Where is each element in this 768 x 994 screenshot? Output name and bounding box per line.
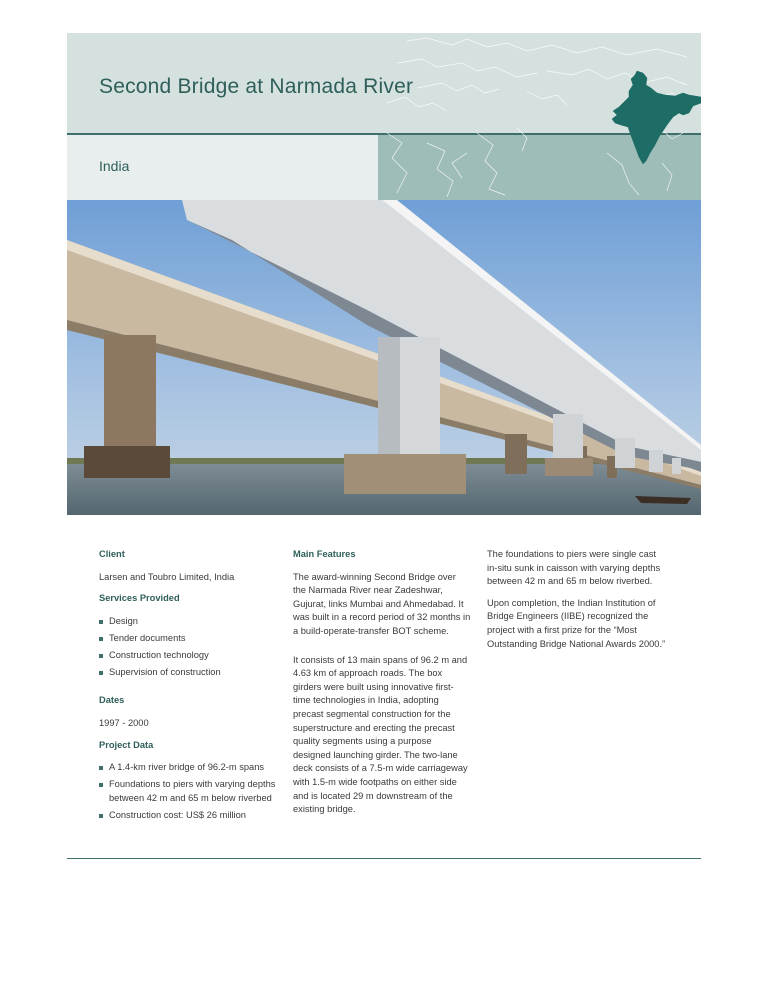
header-banner bbox=[67, 33, 701, 200]
project-data-list bbox=[99, 761, 284, 822]
world-map-icon bbox=[367, 33, 701, 200]
main-features-heading: Main Features bbox=[293, 549, 356, 559]
bullet-icon bbox=[99, 637, 103, 641]
client-heading: Client bbox=[99, 549, 125, 559]
project-data-heading: Project Data bbox=[99, 739, 154, 750]
bullet-icon bbox=[99, 620, 103, 624]
dates-heading: Dates bbox=[99, 695, 125, 706]
list-item: Construction technology bbox=[99, 649, 284, 663]
bridge-photo bbox=[67, 200, 701, 515]
bullet-icon bbox=[99, 654, 103, 658]
main-features-paragraph: It consists of 13 main spans of 96.2 m and 4.63 km of approach roads. The box girders were built using innovative first-time technologies in India, adopting precast segmental construction for the superstructure and erecting the precast quality segments using a purpose designed launching girder. The two-lane deck consists of a 7.5-m wide carriageway with 1.5-m wide footpaths on either side and is located 29 m downstream of the existing bridge. bbox=[293, 654, 468, 815]
details-column bbox=[487, 548, 667, 659]
info-column bbox=[99, 548, 284, 830]
bullet-icon bbox=[99, 814, 103, 818]
details-paragraph: The foundations to piers were single cast in-situ sunk in caisson with varying depths between 42 m and 65 m below riverbed. bbox=[487, 549, 661, 587]
dates-value: 1997 - 2000 bbox=[99, 717, 149, 728]
list-item: Design bbox=[99, 615, 284, 629]
list-item: Construction cost: US$ 26 million bbox=[99, 809, 284, 823]
bullet-icon bbox=[99, 766, 103, 770]
bullet-icon bbox=[99, 671, 103, 675]
main-features-paragraph: The award-winning Second Bridge over the Narmada River near Zadeshwar, Gujurat, links Mumbai and Ahmedabad. It was built in a record period of 32 months in a build-operate-transfer BOT scheme. bbox=[293, 571, 471, 636]
bullet-icon bbox=[99, 783, 103, 787]
india-map-icon bbox=[612, 71, 701, 164]
footer-divider bbox=[67, 858, 701, 859]
main-features-column bbox=[293, 548, 471, 825]
list-item: A 1.4-km river bridge of 96.2-m spans bbox=[99, 761, 284, 775]
list-item: Tender documents bbox=[99, 632, 284, 646]
list-item: Supervision of construction bbox=[99, 666, 284, 680]
list-item: Foundations to piers with varying depths between 42 m and 65 m below riverbed bbox=[99, 778, 284, 805]
client-name: Larsen and Toubro Limited, India bbox=[99, 571, 235, 582]
services-heading: Services Provided bbox=[99, 593, 180, 604]
country-label: India bbox=[99, 158, 130, 174]
page-title: Second Bridge at Narmada River bbox=[99, 75, 414, 98]
services-list bbox=[99, 615, 284, 680]
details-paragraph: Upon completion, the Indian Institution of Bridge Engineers (IIBE) recognized the project with a first prize for the “Most Outstanding Bridge National Awards 2000.” bbox=[487, 597, 666, 649]
